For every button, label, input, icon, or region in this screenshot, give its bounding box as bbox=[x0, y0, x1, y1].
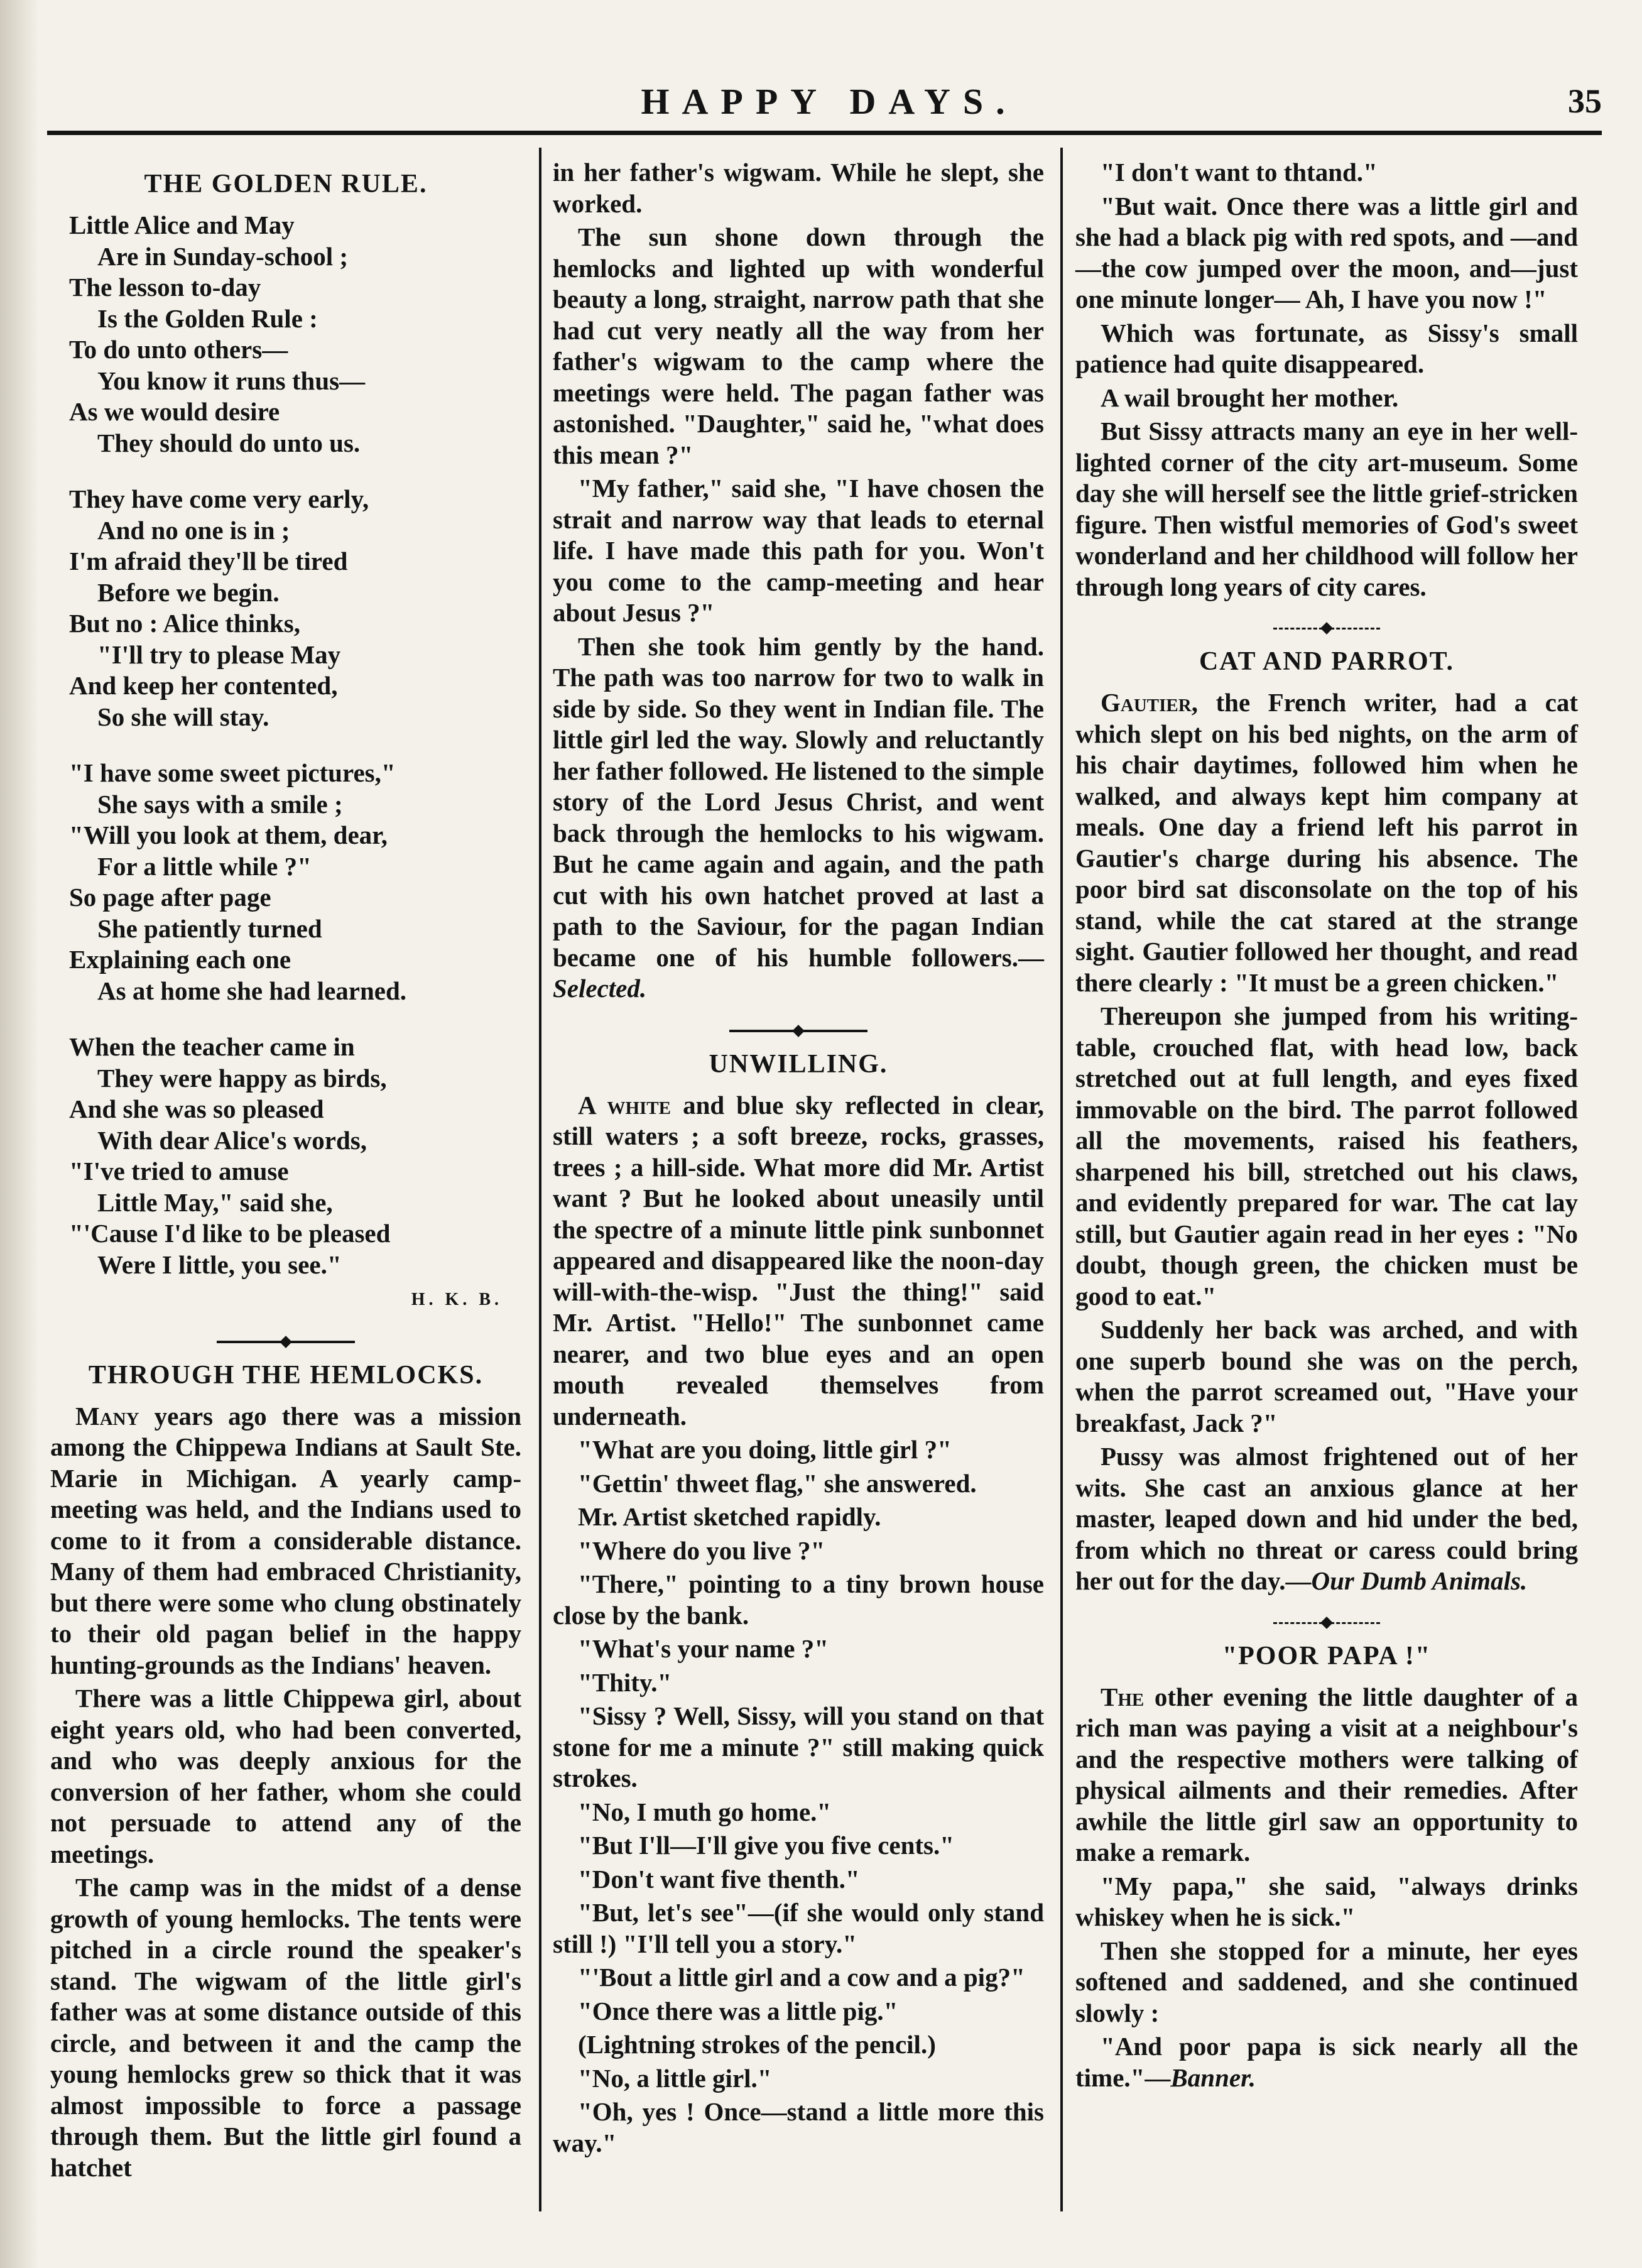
dialogue-line: "No, a little girl." bbox=[578, 2063, 772, 2093]
poem-stanza bbox=[69, 758, 521, 1006]
story-paragraph: Many years ago there was a mission among the Chippewa Indians at Sault Ste. Marie in Michigan. A yearly camp-meeting was held, and the Indians used to come to it from a considerable distance. Many of them had embraced Christianity, but there were some who clung obstinately to their old pagan belief in the happy hunting-grounds as the Indians' heaven. bbox=[50, 1401, 521, 1679]
story-paragraph: The camp was in the midst of a dense growth of young hemlocks. The tents were pitched in a circle round the speaker's stand. The wigwam of the little girl's father was at some distance outside of this circle, and between it and the camp the young hemlocks grew so thick that it was almost impossible to force a passage through them. But the little girl found a hatchet bbox=[50, 1873, 521, 2182]
dialogue-line: "Once there was a little pig." bbox=[578, 1996, 898, 2025]
story-paragraph: But Sissy attracts many an eye in her well-lighted corner of the city art-museum. Some day she will herself see the little grief-stricken figure. Then wistful memories of God's sweet wonderland and her childhood will follow her through long years of city cares. bbox=[1075, 417, 1578, 601]
drop-lead-word: A white bbox=[578, 1090, 671, 1120]
poem-line: The lesson to-day bbox=[69, 273, 261, 302]
poem-line: "I've tried to amuse bbox=[69, 1157, 289, 1186]
column-1 bbox=[50, 157, 521, 2186]
source-credit: Banner. bbox=[1170, 2063, 1256, 2092]
dialogue-line: "Thity." bbox=[578, 1667, 672, 1697]
story-paragraph: A white and blue sky reflected in clear, still waters ; a soft breeze, rocks, grasses, trees ; a hill-side. What more did Mr. Artist want ? But he looked about uneasily until the spectre of a minute little pink sunbonnet appeared and disappeared like the noon-day will-with-the-wisp. "Just the thing!" said Mr. Artist. "Hello!" The sunbonnet came nearer, and two blue eyes and an open mouth revealed themselves from underneath. bbox=[553, 1090, 1044, 1431]
poem-line: Before we begin. bbox=[97, 577, 280, 607]
poem-line: Is the Golden Rule : bbox=[97, 303, 318, 333]
story-title: THROUGH THE HEMLOCKS. bbox=[88, 1360, 484, 1390]
dialogue-line: "What's your name ?" bbox=[578, 1634, 829, 1663]
story-title: UNWILLING. bbox=[709, 1049, 888, 1079]
drop-lead-word: Gautier, bbox=[1101, 688, 1198, 717]
story-title: "POOR PAPA !" bbox=[1222, 1641, 1432, 1671]
header-rule bbox=[47, 131, 1602, 135]
poem-line: She patiently turned bbox=[97, 913, 322, 943]
poem-title: THE GOLDEN RULE. bbox=[144, 170, 428, 199]
poem-line: Explaining each one bbox=[69, 945, 291, 974]
story-paragraph: "And poor papa is sick nearly all the time."—Banner. bbox=[1075, 2032, 1578, 2092]
section-divider bbox=[553, 1030, 1044, 1032]
poem-line: So page after page bbox=[69, 883, 271, 912]
poem-line: They were happy as birds, bbox=[97, 1063, 387, 1093]
dialogue-line: "But wait. Once there was a little girl and she had a black pig with red spots, and —and—the cow jumped over the moon, and—just one minute longer— Ah, I have you now !" bbox=[1075, 191, 1578, 313]
poem-line: Little Alice and May bbox=[69, 210, 295, 239]
page-number: 35 bbox=[1568, 82, 1602, 120]
poem-line: And keep her contented, bbox=[69, 671, 338, 700]
dialogue-line: "I don't want to thtand." bbox=[1101, 158, 1378, 187]
poem-line: And no one is in ; bbox=[97, 515, 290, 545]
column-rule-1 bbox=[539, 148, 541, 2211]
story-paragraph: "My father," said she, "I have chosen the strait and narrow way that leads to eternal life. I have made this path for you. Won't you come to the camp-meeting and hear about Jesus ?" bbox=[553, 474, 1044, 627]
story-paragraph: Pussy was almost frightened out of her wits. She cast an anxious glance at her master, leaped down and hid under the bed, from which no threat or caress could bring her out for the day.—Our Dumb Animals. bbox=[1075, 1442, 1578, 1595]
poem-line: "Will you look at them, dear, bbox=[69, 821, 388, 849]
poem-line: But no : Alice thinks, bbox=[69, 609, 300, 638]
story-paragraph: The other evening the little daughter of a rich man was paying a visit at a neighbour's and the respective mothers were talking of physical ailments and their remedies. After awhile the little girl saw an opportunity to make a remark. bbox=[1075, 1682, 1578, 1867]
poem-stanza bbox=[69, 1032, 521, 1280]
poem-line: As at home she had learned. bbox=[97, 976, 407, 1005]
story-paragraph: Thereupon she jumped from his writing-table, crouched flat, with head low, back stretched out at full length, and eyes fixed immovable on the bird. The parrot followed all the movements, raised his feathers, sharpened his bill, stretched out his claws, and evidently prepared for war. The cat lay still, but Gautier again read in her eyes : "No doubt, though green, the chicken must be good to eat." bbox=[1075, 1001, 1578, 1311]
poem-line: Were I little, you see." bbox=[97, 1250, 342, 1279]
dialogue-line: "Where do you live ?" bbox=[578, 1535, 825, 1565]
masthead bbox=[57, 69, 1602, 132]
column-3 bbox=[1075, 157, 1578, 2096]
story-paragraph: Then she stopped for a minute, her eyes softened and saddened, and she continued slowly : bbox=[1075, 1936, 1578, 2027]
poem-golden-rule bbox=[69, 210, 521, 1280]
source-credit: Selected. bbox=[553, 974, 647, 1003]
dialogue-line: "But, let's see"—(if she would only stand still !) "I'll tell you a story." bbox=[553, 1898, 1044, 1958]
source-credit: Our Dumb Animals. bbox=[1311, 1566, 1528, 1595]
poem-line: To do unto others— bbox=[69, 335, 288, 364]
story-paragraph: Suddenly her back was arched, and with one superb bound she was on the perch, when the parrot screamed out, "Have your breakfast, Jack ?" bbox=[1075, 1315, 1578, 1437]
poem-signature: H. K. B. bbox=[411, 1290, 503, 1309]
column-rule-2 bbox=[1060, 148, 1063, 2211]
poem-line: So she will stay. bbox=[97, 702, 269, 731]
section-divider bbox=[1075, 1622, 1578, 1624]
story-paragraph: Which was fortunate, as Sissy's small patience had quite disappeared. bbox=[1075, 318, 1578, 378]
page-binding-edge bbox=[0, 0, 39, 2268]
poem-line: "I have some sweet pictures," bbox=[69, 758, 396, 787]
story-paragraph: The sun shone down through the hemlocks and lighted up with wonderful beauty a long, straight, narrow path that she had cut very neatly all the way from her father's wigwam to the camp where the meetings were held. The pagan father was astonished. "Daughter," said he, "what does this mean ?" bbox=[553, 222, 1044, 469]
dialogue-line: "What are you doing, little girl ?" bbox=[578, 1435, 952, 1464]
story-paragraph: There was a little Chippewa girl, about eight years old, who had been converted, and who was deeply anxious for the conversion of her father, whom she could not persuade to attend any of the meetings. bbox=[50, 1684, 521, 1868]
poem-stanza bbox=[69, 210, 521, 459]
poem-line: With dear Alice's words, bbox=[97, 1125, 367, 1155]
poem-line: As we would desire bbox=[69, 397, 280, 426]
publication-title: HAPPY DAYS. bbox=[641, 81, 1018, 122]
dialogue-line: "Gettin' thweet flag," she answered. bbox=[578, 1468, 977, 1498]
dialogue-line: Mr. Artist sketched rapidly. bbox=[578, 1502, 881, 1531]
poem-line: "I'll try to please May bbox=[97, 640, 341, 669]
poem-line: You know it runs thus— bbox=[97, 366, 366, 395]
story-paragraph: A wail brought her mother. bbox=[1101, 383, 1399, 412]
drop-lead-word: The bbox=[1101, 1682, 1145, 1711]
section-divider bbox=[50, 1341, 521, 1343]
poem-line: Are in Sunday-school ; bbox=[97, 241, 349, 271]
poem-line: They should do unto us. bbox=[97, 428, 361, 457]
poem-line: "'Cause I'd like to be pleased bbox=[69, 1219, 391, 1248]
poem-line: They have come very early, bbox=[69, 484, 369, 513]
column-2 bbox=[553, 157, 1044, 2161]
dialogue-line: "Oh, yes ! Once—stand a little more this way." bbox=[553, 2097, 1044, 2157]
drop-lead-word: Many bbox=[75, 1401, 139, 1431]
story-paragraph: in her father's wigwam. While he slept, she worked. bbox=[553, 158, 1044, 218]
dialogue-line: "Don't want five thenth." bbox=[578, 1864, 860, 1894]
dialogue-line: "There," pointing to a tiny brown house close by the bank. bbox=[553, 1569, 1044, 1630]
section-divider bbox=[1075, 628, 1578, 630]
story-title: CAT AND PARROT. bbox=[1199, 647, 1455, 676]
story-paragraph: "My papa," she said, "always drinks whiskey when he is sick." bbox=[1075, 1871, 1578, 1931]
dialogue-line: (Lightning strokes of the pencil.) bbox=[578, 2030, 936, 2059]
dialogue-line: "Sissy ? Well, Sissy, will you stand on that stone for me a minute ?" still making quick strokes. bbox=[553, 1701, 1044, 1792]
dialogue-line: "But I'll—I'll give you five cents." bbox=[578, 1831, 955, 1860]
dialogue-line: "No, I muth go home." bbox=[578, 1797, 832, 1826]
poem-line: Little May," said she, bbox=[97, 1187, 333, 1217]
story-paragraph: Gautier, the French writer, had a cat which slept on his bed nights, on the arm of his chair daytimes, followed him when he walked, and always kept him company at meals. One day a friend left his parrot in Gautier's charge during his absence. The poor bird sat disconsolate on the top of his stand, while the cat stared at the strange sight. Gautier followed her thought, and read there clearly : "It must be a green chicken." bbox=[1075, 688, 1578, 997]
poem-stanza bbox=[69, 484, 521, 733]
poem-line: I'm afraid they'll be tired bbox=[69, 547, 348, 575]
poem-line: For a little while ?" bbox=[97, 851, 312, 881]
story-paragraph: Then she took him gently by the hand. The path was too narrow for two to walk in side by side. So they went in Indian file. The little girl led the way. Slowly and reluctantly her father followed. He listened to the simple story of the Lord Jesus Christ, and went back through the hemlocks to his wigwam. But he came again and again, and the path cut with his own hatchet proved at last a path to the Saviour, for the pagan Indian became one of his humble followers.—Selected. bbox=[553, 631, 1044, 1003]
poem-line: When the teacher came in bbox=[69, 1032, 355, 1061]
poem-line: She says with a smile ; bbox=[97, 789, 343, 819]
dialogue-line: "'Bout a little girl and a cow and a pig?" bbox=[578, 1963, 1025, 1992]
poem-line: And she was so pleased bbox=[69, 1094, 324, 1123]
